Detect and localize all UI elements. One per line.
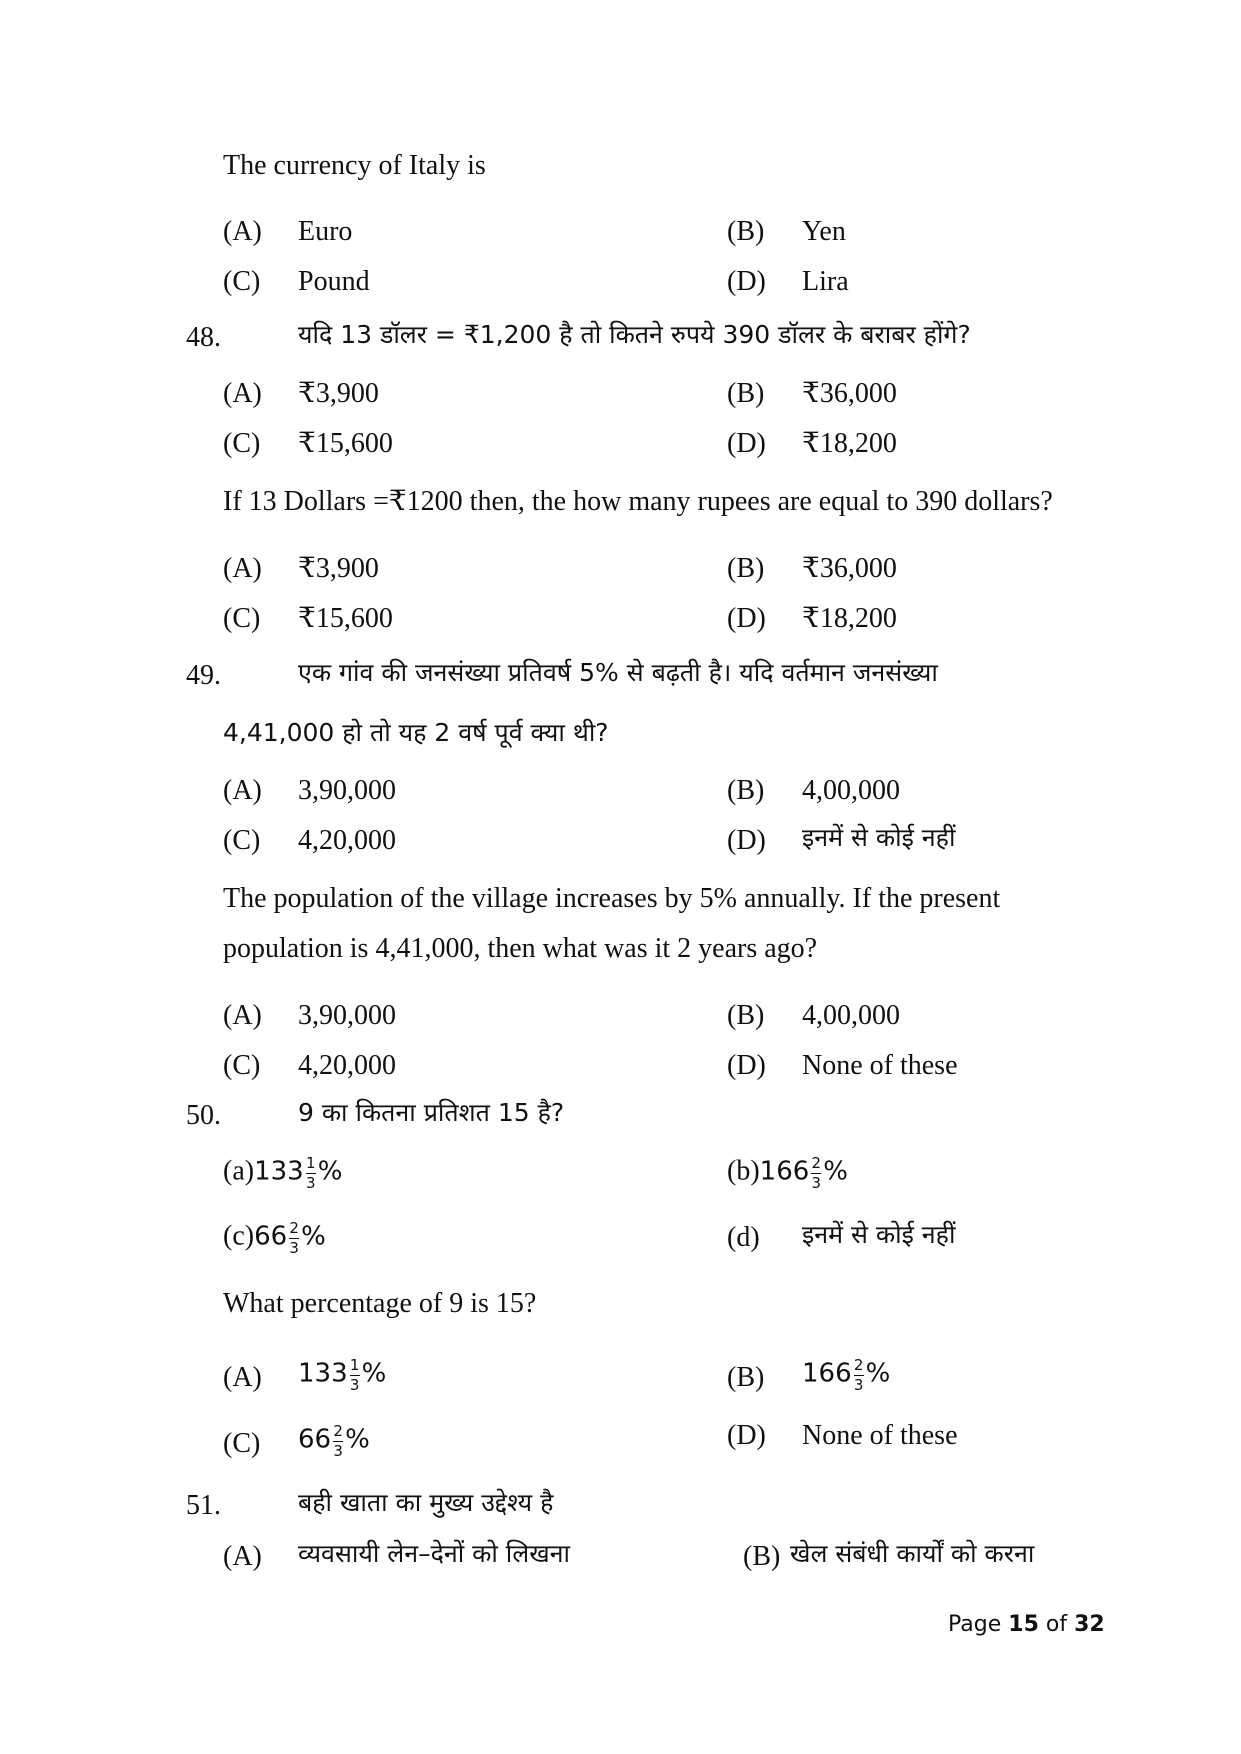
option-text: 4,00,000 bbox=[802, 1000, 900, 1031]
option-text: ₹3,900 bbox=[298, 553, 379, 584]
question-49-english-text-line1: The population of the village increases by 5% annually. If the present bbox=[223, 883, 1001, 914]
option-label: (d) bbox=[727, 1222, 760, 1253]
option-label: (C) bbox=[223, 825, 261, 856]
option-text: व्यवसायी लेन–देनों को लिखना bbox=[298, 1539, 570, 1568]
option-c-fraction bbox=[298, 1423, 370, 1459]
percent-sign: % bbox=[317, 1156, 343, 1187]
option-text: इनमें से कोई नहीं bbox=[802, 823, 956, 852]
question-51-hindi-text: बही खाता का मुख्य उद्देश्य है bbox=[298, 1488, 554, 1517]
fraction: $\frac{1}{3}$ bbox=[305, 1154, 316, 1192]
percent-sign: % bbox=[345, 1424, 370, 1455]
option-text: ₹18,200 bbox=[802, 428, 897, 459]
option-label: (A) bbox=[223, 1541, 262, 1572]
option-text: ₹15,600 bbox=[298, 603, 393, 634]
option-label: (C) bbox=[223, 266, 261, 297]
option-whole: 133 bbox=[298, 1358, 348, 1389]
option-text: खेल संबंधी कार्यों को करना bbox=[790, 1539, 1035, 1568]
option-label: (D) bbox=[727, 1050, 766, 1081]
option-text: 3,90,000 bbox=[298, 775, 396, 806]
page-word: Page bbox=[948, 1612, 1002, 1637]
option-label: (D) bbox=[727, 603, 766, 634]
option-label: (B) bbox=[727, 775, 765, 806]
question-number: 51. bbox=[186, 1490, 221, 1521]
fraction: $\frac{2}{3}$ bbox=[289, 1219, 299, 1257]
option-label: (C) bbox=[223, 603, 261, 634]
option-label: (A) bbox=[223, 1000, 262, 1031]
question-49-hindi-text-line2: 4,41,000 हो तो यह 2 वर्ष पूर्व क्या थी? bbox=[223, 718, 609, 747]
option-label: (D) bbox=[727, 825, 766, 856]
option-label: (A) bbox=[223, 378, 262, 409]
option-text: 4,00,000 bbox=[802, 775, 900, 806]
option-label: (A) bbox=[223, 1362, 262, 1393]
option-label: (A) bbox=[223, 775, 262, 806]
option-label: (B) bbox=[727, 216, 765, 247]
option-text: ₹36,000 bbox=[802, 553, 897, 584]
option-text: None of these bbox=[802, 1050, 958, 1081]
option-label: (B) bbox=[727, 1000, 765, 1031]
question-49-english-text-line2: population is 4,41,000, then what was it 2 years ago? bbox=[223, 933, 818, 964]
total-pages: 32 bbox=[1074, 1612, 1105, 1637]
option-label: (B) bbox=[727, 378, 765, 409]
percent-sign: % bbox=[823, 1156, 849, 1187]
question-50-english-text: What percentage of 9 is 15? bbox=[223, 1288, 537, 1319]
option-b-fraction bbox=[802, 1357, 890, 1393]
percent-sign: % bbox=[361, 1358, 387, 1389]
option-text: 4,20,000 bbox=[298, 1050, 396, 1081]
of-word: of bbox=[1045, 1612, 1068, 1637]
option-text: Pound bbox=[298, 266, 370, 297]
option-whole: 66 bbox=[254, 1221, 288, 1252]
question-49-hindi-text-line1: एक गांव की जनसंख्या प्रतिवर्ष 5% से बढ़ती है। यदि वर्तमान जनसंख्या bbox=[298, 658, 938, 687]
option-text: इनमें से कोई नहीं bbox=[802, 1220, 956, 1249]
option-text: None of these bbox=[802, 1420, 958, 1451]
option-text: Yen bbox=[802, 216, 846, 247]
option-c-fraction bbox=[223, 1220, 326, 1256]
option-label: (D) bbox=[727, 1420, 766, 1451]
question-number: 50. bbox=[186, 1100, 221, 1131]
question-number: 48. bbox=[186, 322, 221, 353]
question-48-english-text: If 13 Dollars =₹1200 then, the how many rupees are equal to 390 dollars? bbox=[223, 486, 1053, 517]
option-text: Lira bbox=[802, 266, 849, 297]
fraction: $\frac{2}{3}$ bbox=[853, 1356, 864, 1394]
option-label: (B) bbox=[727, 1362, 765, 1393]
option-text: ₹36,000 bbox=[802, 378, 897, 409]
option-text: ₹3,900 bbox=[298, 378, 379, 409]
option-a-fraction bbox=[298, 1357, 386, 1393]
option-label: (D) bbox=[727, 266, 766, 297]
option-label: (C) bbox=[223, 1050, 261, 1081]
option-label: (a) bbox=[223, 1155, 255, 1187]
option-a-fraction bbox=[223, 1155, 342, 1191]
page-footer bbox=[948, 1612, 1105, 1637]
question-50-hindi-text: 9 का कितना प्रतिशत 15 है? bbox=[298, 1098, 565, 1127]
option-label: (C) bbox=[223, 428, 261, 459]
question-47-text: The currency of Italy is bbox=[223, 150, 486, 181]
option-label: (A) bbox=[223, 216, 262, 247]
fraction: $\frac{2}{3}$ bbox=[333, 1422, 343, 1460]
option-label: (A) bbox=[223, 553, 262, 584]
fraction: $\frac{2}{3}$ bbox=[811, 1154, 822, 1192]
percent-sign: % bbox=[301, 1221, 326, 1252]
option-text: ₹18,200 bbox=[802, 603, 897, 634]
option-label: (D) bbox=[727, 428, 766, 459]
option-label: (B) bbox=[743, 1541, 781, 1572]
current-page: 15 bbox=[1008, 1612, 1039, 1637]
question-48-hindi-text: यदि 13 डॉलर = ₹1,200 है तो कितने रुपये 390 डॉलर के बराबर होंगे? bbox=[298, 320, 971, 349]
option-whole: 133 bbox=[254, 1156, 304, 1187]
fraction: $\frac{1}{3}$ bbox=[349, 1356, 360, 1394]
option-label: (C) bbox=[223, 1428, 261, 1459]
option-label: (B) bbox=[727, 553, 765, 584]
option-text: 3,90,000 bbox=[298, 1000, 396, 1031]
option-whole: 166 bbox=[759, 1156, 810, 1187]
percent-sign: % bbox=[865, 1358, 891, 1389]
option-whole: 166 bbox=[802, 1358, 852, 1389]
option-text: Euro bbox=[298, 216, 353, 247]
option-whole: 66 bbox=[298, 1424, 332, 1455]
option-label: (b) bbox=[727, 1155, 760, 1187]
option-b-fraction bbox=[727, 1155, 848, 1191]
option-label: (c) bbox=[223, 1220, 255, 1252]
option-text: 4,20,000 bbox=[298, 825, 396, 856]
question-number: 49. bbox=[186, 660, 221, 691]
option-text: ₹15,600 bbox=[298, 428, 393, 459]
